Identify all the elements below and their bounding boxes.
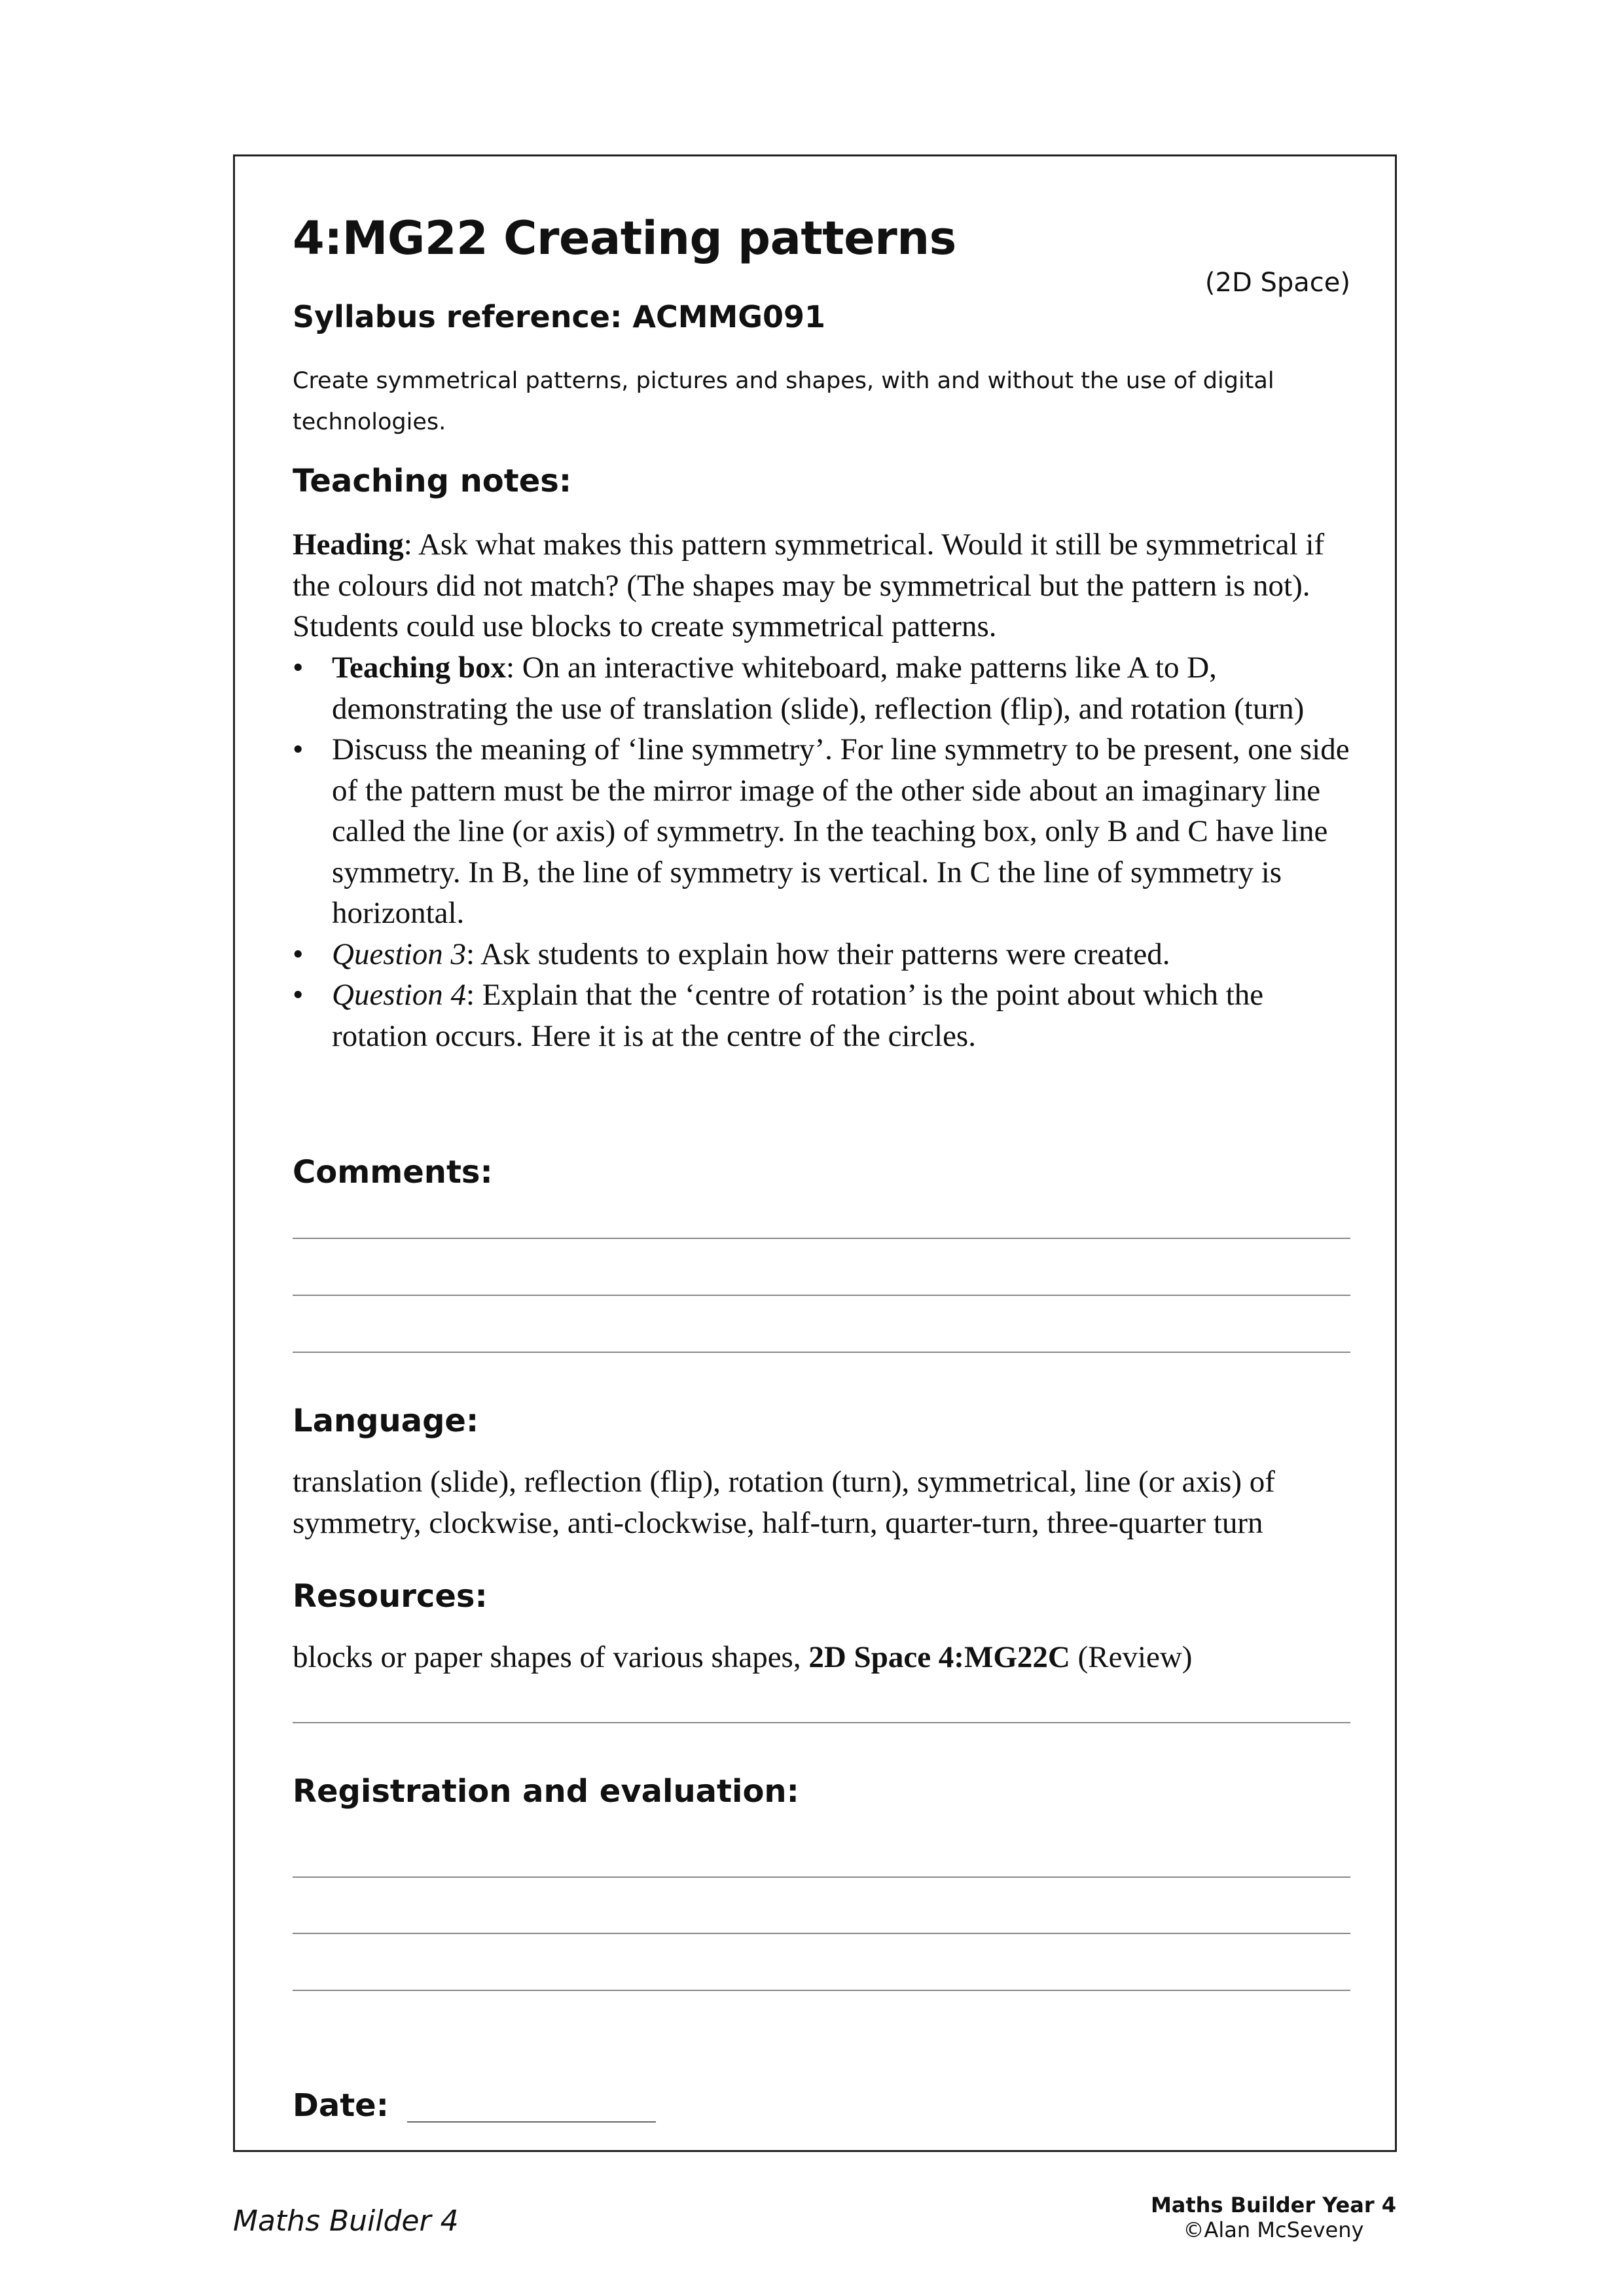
- teaching-notes-list: [293, 647, 1350, 1056]
- worksheet-frame: [233, 154, 1397, 2152]
- list-item: [293, 934, 1350, 975]
- bullet-text: : On an interactive whiteboard, make patterns like A to D, demonstrating the use of translation (slide), reflection (flip), and rotation (turn): [332, 651, 1305, 726]
- language-heading: Language:: [293, 1403, 479, 1439]
- comments-line-3: [293, 1352, 1350, 1353]
- comments-heading: Comments:: [293, 1154, 493, 1191]
- syllabus-description: Create symmetrical patterns, pictures and shapes, with and without the use of digital technologies.: [293, 368, 1274, 435]
- bullet-lead: Question 3: [332, 937, 466, 971]
- syllabus-reference: Syllabus reference: ACMMG091: [293, 299, 826, 334]
- registration-line-1: [293, 1876, 1350, 1878]
- category-label: (2D Space): [1204, 268, 1350, 298]
- bullet-marker: •: [293, 978, 304, 1012]
- resources-suffix: (Review): [1070, 1640, 1193, 1674]
- resources-bold: 2D Space 4:MG22C: [808, 1640, 1070, 1674]
- teaching-notes-intro: [293, 524, 1350, 647]
- bullet-marker: •: [293, 651, 304, 685]
- registration-line-2: [293, 1933, 1350, 1934]
- bullet-marker: •: [293, 732, 304, 766]
- resources-plain: blocks or paper shapes of various shapes,: [293, 1640, 809, 1674]
- registration-line-3: [293, 1990, 1350, 1991]
- registration-heading: Registration and evaluation:: [293, 1773, 799, 1810]
- date-label: Date:: [293, 2087, 389, 2124]
- resources-line: [293, 1722, 1350, 1723]
- footer-book-title: Maths Builder Year 4: [1150, 2193, 1396, 2217]
- footer-credit: [1151, 2193, 1396, 2242]
- intro-text: : Ask what makes this pattern symmetrical. Would it still be symmetrical if the colours did not match? (The shapes may be symmetrical but the pattern is not). Students could use blocks to create symmetrical patterns.: [293, 528, 1325, 643]
- language-text: translation (slide), reflection (flip), rotation (turn), symmetrical, line (or axis) of symmetry, clockwise, anti-clockwise, half-turn, quarter-turn, three-quarter turn: [293, 1465, 1275, 1540]
- page-title: 4:MG22 Creating patterns: [293, 211, 956, 265]
- footer-copyright: ©Alan McSeveny: [1183, 2217, 1364, 2242]
- resources-text: [293, 1637, 1350, 1678]
- list-item: [293, 729, 1350, 934]
- teaching-notes-heading: Teaching notes:: [293, 463, 572, 499]
- bullet-text: Discuss the meaning of ‘line symmetry’. For line symmetry to be present, one side of the pattern must be the mirror image of the other side about an imaginary line called the line (or axis) of symmetry. In the teaching box, only B and C have line symmetry. In B, the line of symmetry is vertical. In C the line of symmetry is horizontal.: [332, 732, 1350, 930]
- bullet-text: : Ask students to explain how their patterns were created.: [465, 937, 1170, 971]
- comments-line-2: [293, 1295, 1350, 1296]
- resources-heading: Resources:: [293, 1578, 488, 1615]
- footer-series-name: Maths Builder 4: [233, 2204, 459, 2238]
- bullet-lead: Teaching box: [332, 651, 506, 685]
- bullet-text: : Explain that the ‘centre of rotation’ is the point about which the rotation occurs. Here it is at the centre of the circles.: [332, 978, 1264, 1053]
- list-item: [293, 647, 1350, 729]
- bullet-marker: •: [293, 937, 304, 971]
- bullet-lead: Question 4: [332, 978, 466, 1012]
- date-line: [407, 2121, 656, 2123]
- list-item: [293, 975, 1350, 1056]
- comments-line-1: [293, 1238, 1350, 1239]
- intro-bold: Heading: [293, 528, 404, 562]
